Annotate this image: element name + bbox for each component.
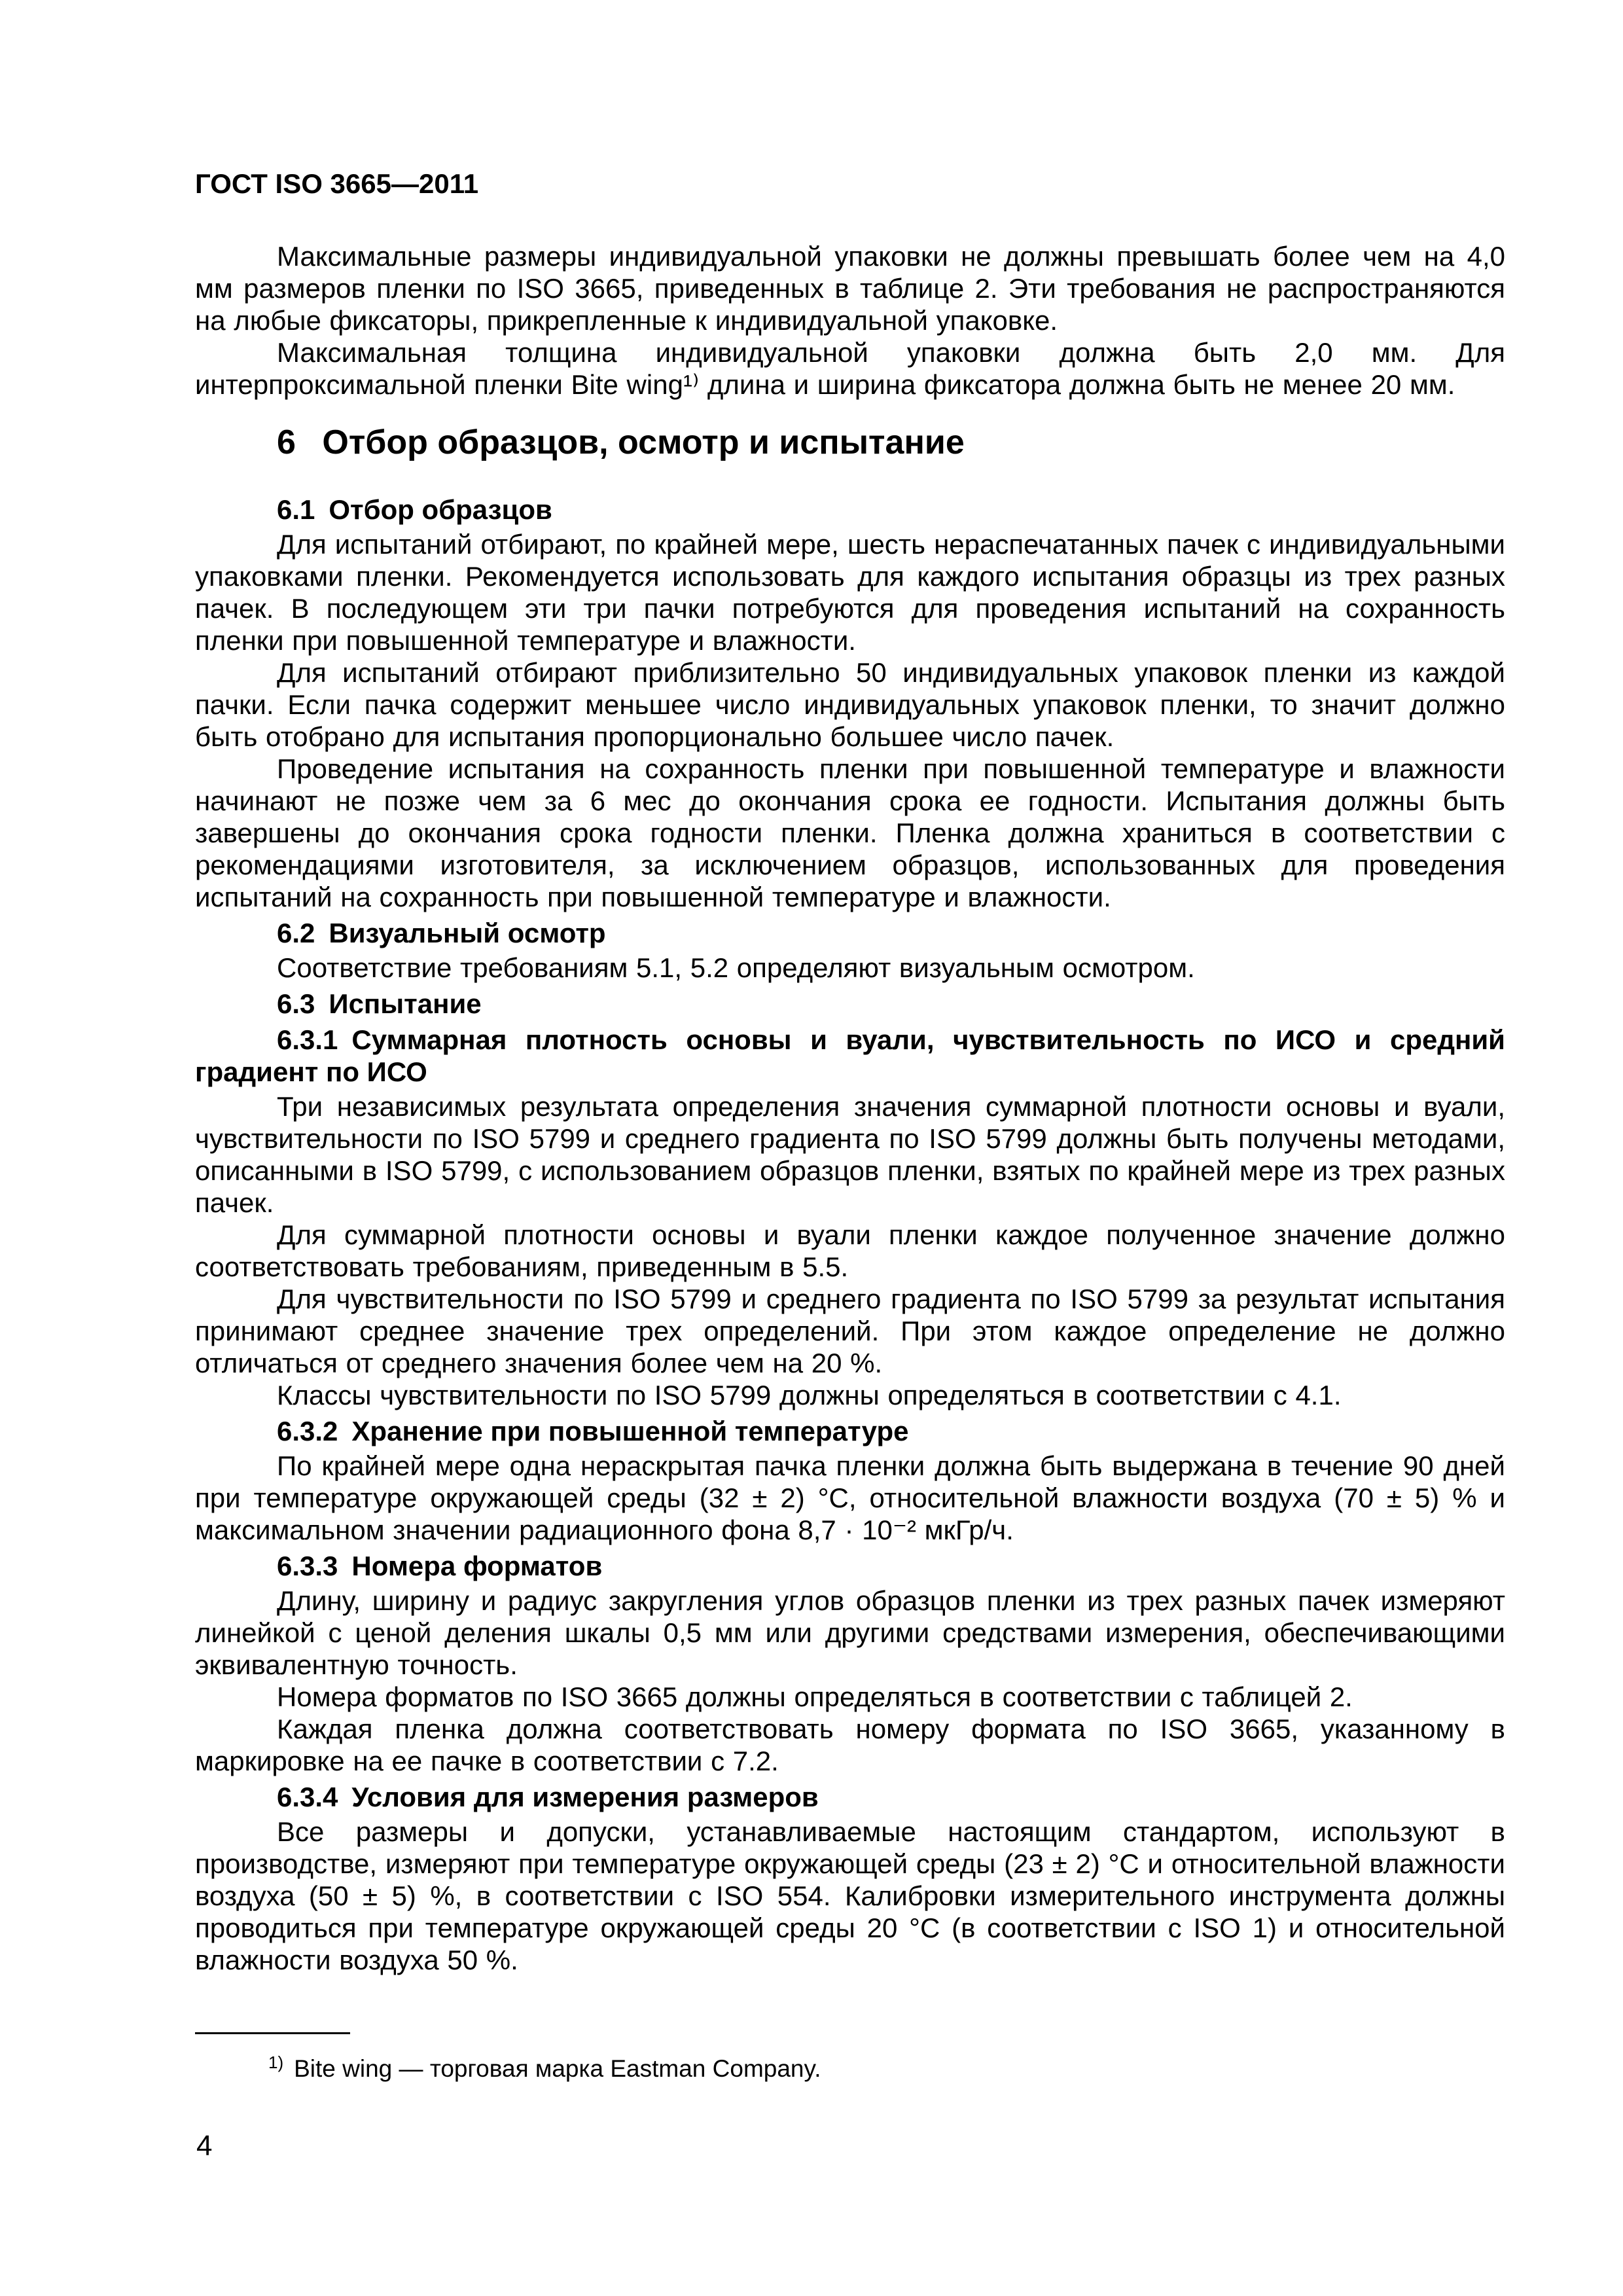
paragraph: Для чувствительности по ISO 5799 и среднего градиента по ISO 5799 за результат испытания принимают среднее значение трех определений. При этом каждое определение не должно отличаться от среднего значения более чем на 20 %. — [195, 1283, 1505, 1378]
footnote-block — [195, 2032, 1505, 2084]
paragraph: Соответствие требованиям 5.1, 5.2 определяют визуальным осмотром. — [277, 952, 1195, 983]
paragraph: Длину, ширину и радиус закругления углов образцов пленки из трех разных пачек измеряют линейкой с ценой деления шкалы 0,5 мм или другими средствами измерения, обеспечивающими эквивалентную точность. — [195, 1585, 1505, 1680]
paragraph: Для испытаний отбирают приблизительно 50 индивидуальных упаковок пленки из каждой пачки. Если пачка содержит меньшее число индивидуальных упаковок пленки, то значит должно быть отобрано для испытания пропорционально большее число пачек. — [195, 657, 1505, 752]
subsection-heading: 6.3.1 Суммарная плотность основы и вуали, чувствительность по ИСО и средний градиент по ИСО — [195, 1024, 1505, 1087]
subsection-heading: 6.3.3 Номера форматов — [277, 1551, 603, 1581]
document-code: ГОСТ ISO 3665—2011 — [195, 168, 479, 199]
paragraph: Каждая пленка должна соответствовать номеру формата по ISO 3665, указанному в маркировке на ее пачке в соответствии с 7.2. — [195, 1713, 1505, 1776]
paragraph: Все размеры и допуски, устанавливаемые настоящим стандартом, используют в производстве, измеряют при температуре окружающей среды (23 ± 2) °С и относительной влажности воздуха (50 ± 5) %, в соответствии с ISO 554. Калибровки измерительного инструмента должны проводиться при температуре окружающей среды 20 °С (в соответствии с ISO 1) и относительной влажности воздуха 50 %. — [195, 1816, 1505, 1975]
paragraph: Для суммарной плотности основы и вуали пленки каждое полученное значение должно соответствовать требованиям, приведенным в 5.5. — [195, 1219, 1505, 1282]
paragraph: Номера форматов по ISO 3665 должны определяться в соответствии с таблицей 2. — [277, 1681, 1353, 1712]
paragraph: Для испытаний отбирают, по крайней мере, шесть нераспечатанных пачек с индивидуальными упаковками пленки. Рекомендуется использовать для каждого испытания образцы из трех разных пачек. В последующем эти три пачки потребуются для проведения испытаний на сохранность пленки при повышенной температуре и влажности. — [195, 529, 1505, 656]
subsection-heading: 6.3 Испытание — [277, 988, 482, 1019]
paragraph: Максимальная толщина индивидуальной упаковки должна быть 2,0 мм. Для интерпроксимальной пленки Bite wing¹⁾ длина и ширина фиксатора должна быть не менее 20 мм. — [195, 337, 1505, 400]
footnote-text: Bite wing — торговая марка Eastman Company. — [294, 2055, 821, 2082]
page-number: 4 — [196, 2130, 213, 2162]
document-content — [195, 240, 1505, 1976]
paragraph: Максимальные размеры индивидуальной упаковки не должны превышать более чем на 4,0 мм размеров пленки по ISO 3665, приведенных в таблице 2. Эти требования не распространяются на любые фиксаторы, прикрепленные к индивидуальной упаковке. — [195, 241, 1505, 336]
footnote-divider — [195, 2032, 350, 2034]
paragraph: По крайней мере одна нераскрытая пачка пленки должна быть выдержана в течение 90 дней при температуре окружающей среды (32 ± 2) °С, относительной влажности воздуха (70 ± 5) % и максимальном значении радиационного фона 8,7 · 10⁻² мкГр/ч. — [195, 1450, 1505, 1545]
section-heading: 6 Отбор образцов, осмотр и испытание — [277, 423, 965, 461]
subsection-heading: 6.3.4 Условия для измерения размеров — [277, 1782, 819, 1812]
subsection-heading: 6.2 Визуальный осмотр — [277, 918, 606, 948]
paragraph: Классы чувствительности по ISO 5799 должны определяться в соответствии с 4.1. — [277, 1380, 1342, 1410]
paragraph: Проведение испытания на сохранность пленки при повышенной температуре и влажности начинают не позже чем за 6 мес до окончания срока ее годности. Испытания должны быть завершены до окончания срока годности пленки. Пленка должна храниться в соответствии с рекомендациями изготовителя, за исключением образцов, использованных для проведения испытаний на сохранность при повышенной температуре и влажности. — [195, 753, 1505, 912]
footnote — [195, 2054, 1505, 2084]
subsection-heading: 6.1 Отбор образцов — [277, 494, 552, 525]
paragraph: Три независимых результата определения значения суммарной плотности основы и вуали, чувствительности по ISO 5799 и среднего градиента по ISO 5799 должны быть получены методами, описанными в ISO 5799, с использованием образцов пленки, взятых по крайней мере из трех разных пачек. — [195, 1091, 1505, 1218]
subsection-heading: 6.3.2 Хранение при повышенной температуре — [277, 1416, 909, 1446]
footnote-marker: 1) — [268, 2052, 284, 2072]
